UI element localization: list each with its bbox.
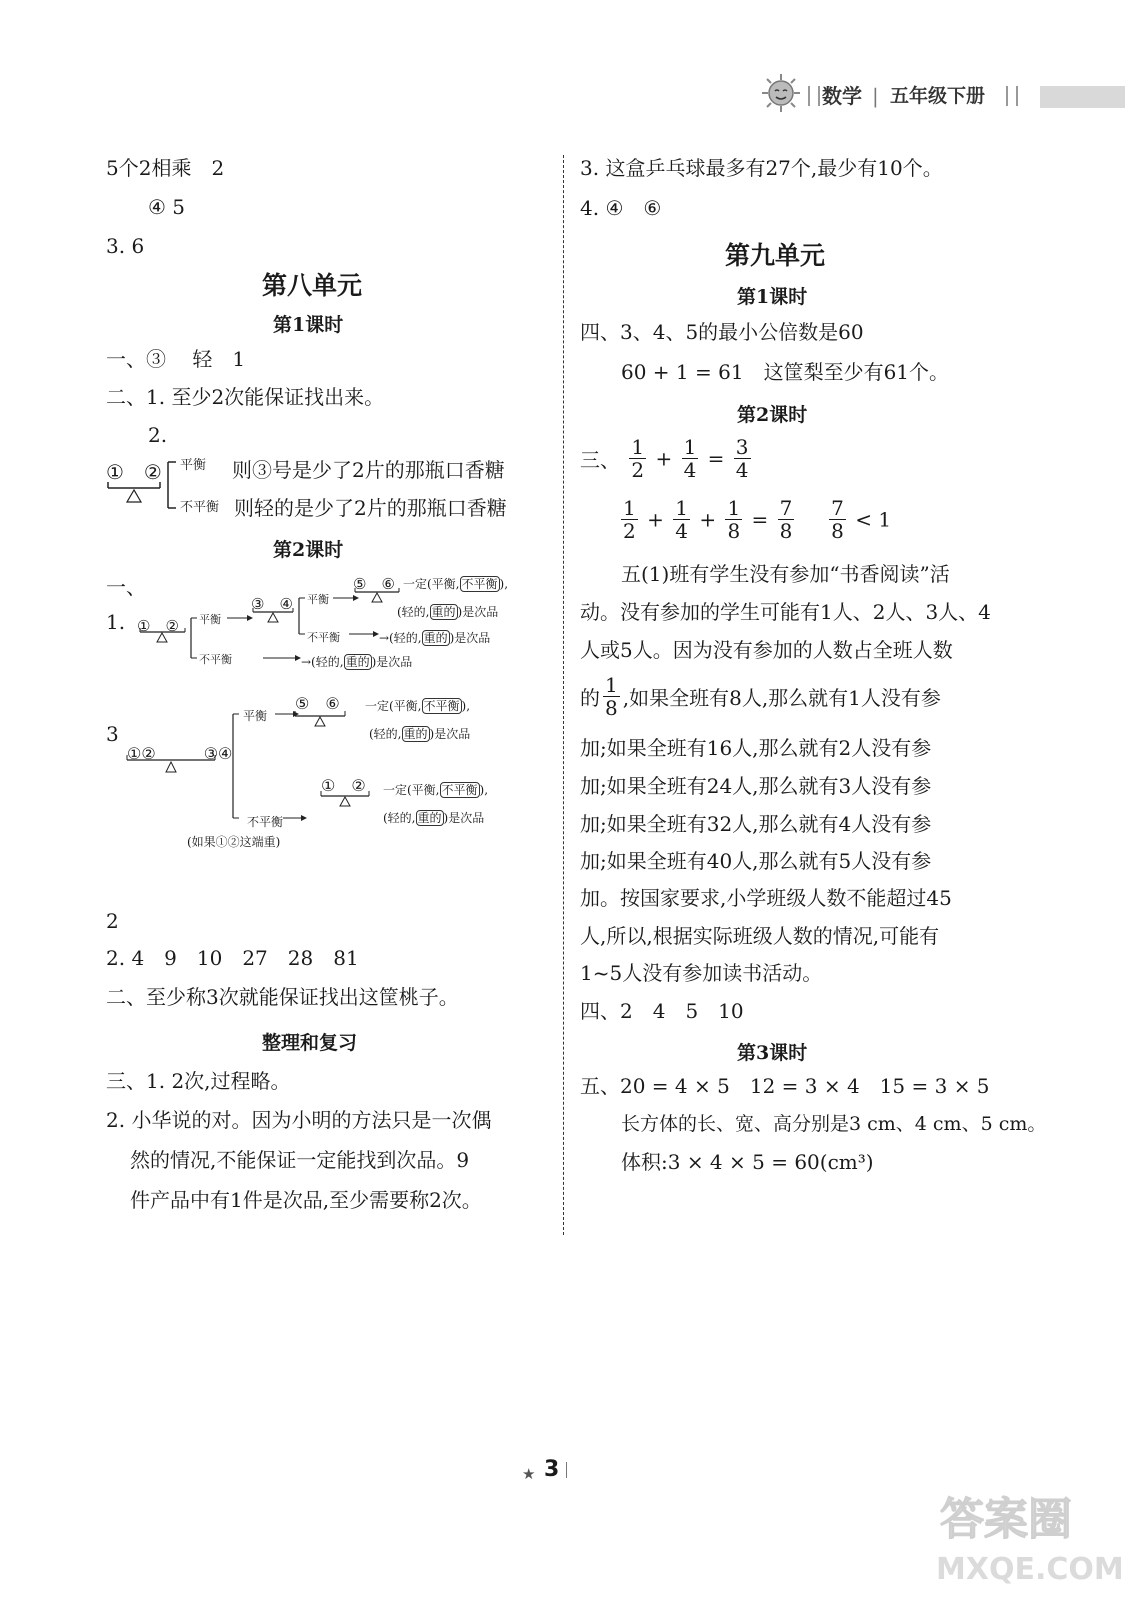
unit9-lesson2-title: 第2课时 [737,404,808,426]
header-grade: 五年级下册 [890,85,986,107]
scale1-balanced-result: 则③号是少了2片的那瓶口香糖 [232,458,505,482]
left-line-3: 3. 6 [106,234,145,258]
tree2-note: (如果①②这端重) [187,835,281,849]
unit9-h3: 人或5人。因为没有参加的人数占全班人数 [580,638,953,662]
tree2-result-4: (轻的, 重的 )是次品 [383,811,485,825]
decision-tree-1 [135,570,545,680]
unit9-f1: 四、3、4、5的最小公倍数是60 [580,320,864,344]
unit9-k1: 五、20 = 4 × 5 12 = 3 × 4 15 = 3 × 5 [580,1074,990,1098]
tree1-pans-56: ⑤ ⑥ [353,575,395,593]
unit9-lesson1-title: 第1课时 [737,286,808,308]
tree2-result-3: 一定(平衡, 不平衡 ), [383,783,489,797]
unit9-h6: 加;如果全班有24人,那么就有3人没有参 [580,774,932,798]
header-bars-right [1006,86,1018,106]
sun-mascot-icon [760,72,802,114]
tree2-result-1: 一定(平衡, 不平衡 ), [365,699,471,713]
review-d4: 件产品中有1件是次品,至少需要称2次。 [130,1188,482,1212]
column-divider [563,155,564,1235]
scale1-balanced: 平衡 [180,458,207,473]
watermark-logo-text: 答案圈 [940,1494,1072,1545]
unit8-lesson1-title: 第1课时 [273,314,344,336]
tree2-result-2: (轻的, 重的 )是次品 [369,727,471,741]
unit8-title: 第八单元 [262,271,363,300]
unit9-title: 第九单元 [725,241,826,270]
unit9-h2: 动。没有参加的学生可能有1人、2人、3人、4 [580,600,991,624]
right-e2: 4. ④ ⑥ [580,196,662,220]
right-e1: 3. 这盒乒乓球最多有27个,最少有10个。 [580,156,943,180]
left-line-1: 5个2相乘 2 [106,156,225,180]
tree2-unbalanced: 不平衡 [247,815,284,829]
left-line-2: ④ 5 [148,195,186,219]
header-separator: | [872,84,879,108]
unit8-l1-a1: 一、③ 轻 1 [106,347,246,371]
watermark [930,1490,1125,1600]
frac-1-4: $\frac{1}{4}$ [683,435,697,482]
tree2-pans-12: ① ② [321,776,366,795]
tree1-pans-34: ③ ④ [251,595,293,613]
scale1-unbalanced: 不平衡 [180,500,220,515]
tree1-balanced-2: 平衡 [307,593,329,606]
fraction-eq-2: $\frac{1}{2}$ + $\frac{1}{4}$ + $\frac{1}{8}$ = $\frac{7}{8}$ $\frac{7}{8}$ < 1 [623,496,892,543]
unit9-h11: 1~5人没有参加读书活动。 [580,961,823,985]
balance-diagram-1 [100,452,540,522]
watermark-url: MXQE.COM [936,1552,1124,1587]
unit9-h8: 加;如果全班有40人,那么就有5人没有参 [580,849,932,873]
unit8-l2-c3: 二、至少称3次就能保证找出这筐桃子。 [106,985,459,1009]
unit8-l2-c1: 2 [106,909,119,933]
unit8-lesson2-title: 第2课时 [273,539,344,561]
tree1-result-1: 一定(平衡, 不平衡 ), [403,577,509,591]
tree1-result-4: →(轻的, 重的 )是次品 [301,655,413,669]
unit9-k2: 长方体的长、宽、高分别是3 cm、4 cm、5 cm。 [621,1113,1047,1135]
unit9-h4: 的 $\frac{1}{8}$ ,如果全班有8人,那么就有1人没有参 [580,673,941,720]
tree2-balanced: 平衡 [243,709,268,723]
unit8-l2-item1: 1. [106,610,126,634]
frac-3-4: $\frac{3}{4}$ [735,435,749,482]
frac-1-2: $\frac{1}{2}$ [631,435,645,482]
review-d2: 2. 小华说的对。因为小明的方法只是一次偶 [106,1108,492,1132]
unit9-h10: 人,所以,根据实际班级人数的情况,可能有 [580,924,940,948]
unit9-f2: 60 + 1 = 61 这筐梨至少有61个。 [621,360,950,384]
footer-star-icon: ★ [522,1465,536,1483]
header-bars-left [808,86,820,106]
footer-tick [566,1462,568,1478]
unit9-h7: 加;如果全班有32人,那么就有4人没有参 [580,812,932,836]
unit9-lesson3-title: 第3课时 [737,1042,808,1064]
tree1-result-3: →(轻的, 重的 )是次品 [379,631,491,645]
unit8-l2-item3: 3 [106,722,119,746]
scale1-pans: ① ② [106,460,162,484]
review-d1: 三、1. 2次,过程略。 [106,1069,291,1093]
unit9-h1: 五(1)班有学生没有参加“书香阅读”活 [621,562,950,586]
frac-1-8: $\frac{1}{8}$ [605,673,618,720]
unit8-l1-a2: 二、1. 至少2次能保证找出来。 [106,385,385,409]
decision-tree-2 [125,690,545,860]
unit8-l1-a3: 2. [148,423,168,447]
scale1-unbalanced-result: 则轻的是少了2片的那瓶口香糖 [234,496,507,520]
header-subject: 数学 [822,84,862,108]
tree1-unbalanced-2: 不平衡 [307,631,340,644]
unit8-l2-head: 一、 [106,575,146,599]
fraction-eq-1: 三、 $\frac{1}{2}$ + $\frac{1}{4}$ = $\frac{3}{4}$ [580,435,749,482]
unit9-h9: 加。按国家要求,小学班级人数不能超过45 [580,886,952,910]
tree1-result-2: (轻的, 重的 )是次品 [397,605,499,619]
tree1-balanced-1: 平衡 [199,613,221,626]
tree1-unbalanced-1: 不平衡 [199,653,232,666]
review-title: 整理和复习 [262,1032,358,1054]
unit8-l2-c2: 2. 4 9 10 27 28 81 [106,946,359,970]
tree1-pans-12: ① ② [137,617,179,635]
unit9-h5: 加;如果全班有16人,那么就有2人没有参 [580,736,932,760]
header-gray-bar [1040,86,1125,108]
unit9-k3: 体积:3 × 4 × 5 = 60(cm³) [621,1150,874,1174]
page-number: 3 [544,1457,560,1482]
tree2-pans-1234: ①② ③④ [127,744,233,763]
review-d3: 然的情况,不能保证一定能找到次品。9 [130,1148,470,1172]
tree2-pans-56: ⑤ ⑥ [295,694,340,713]
unit9-h12: 四、2 4 5 10 [580,999,744,1023]
